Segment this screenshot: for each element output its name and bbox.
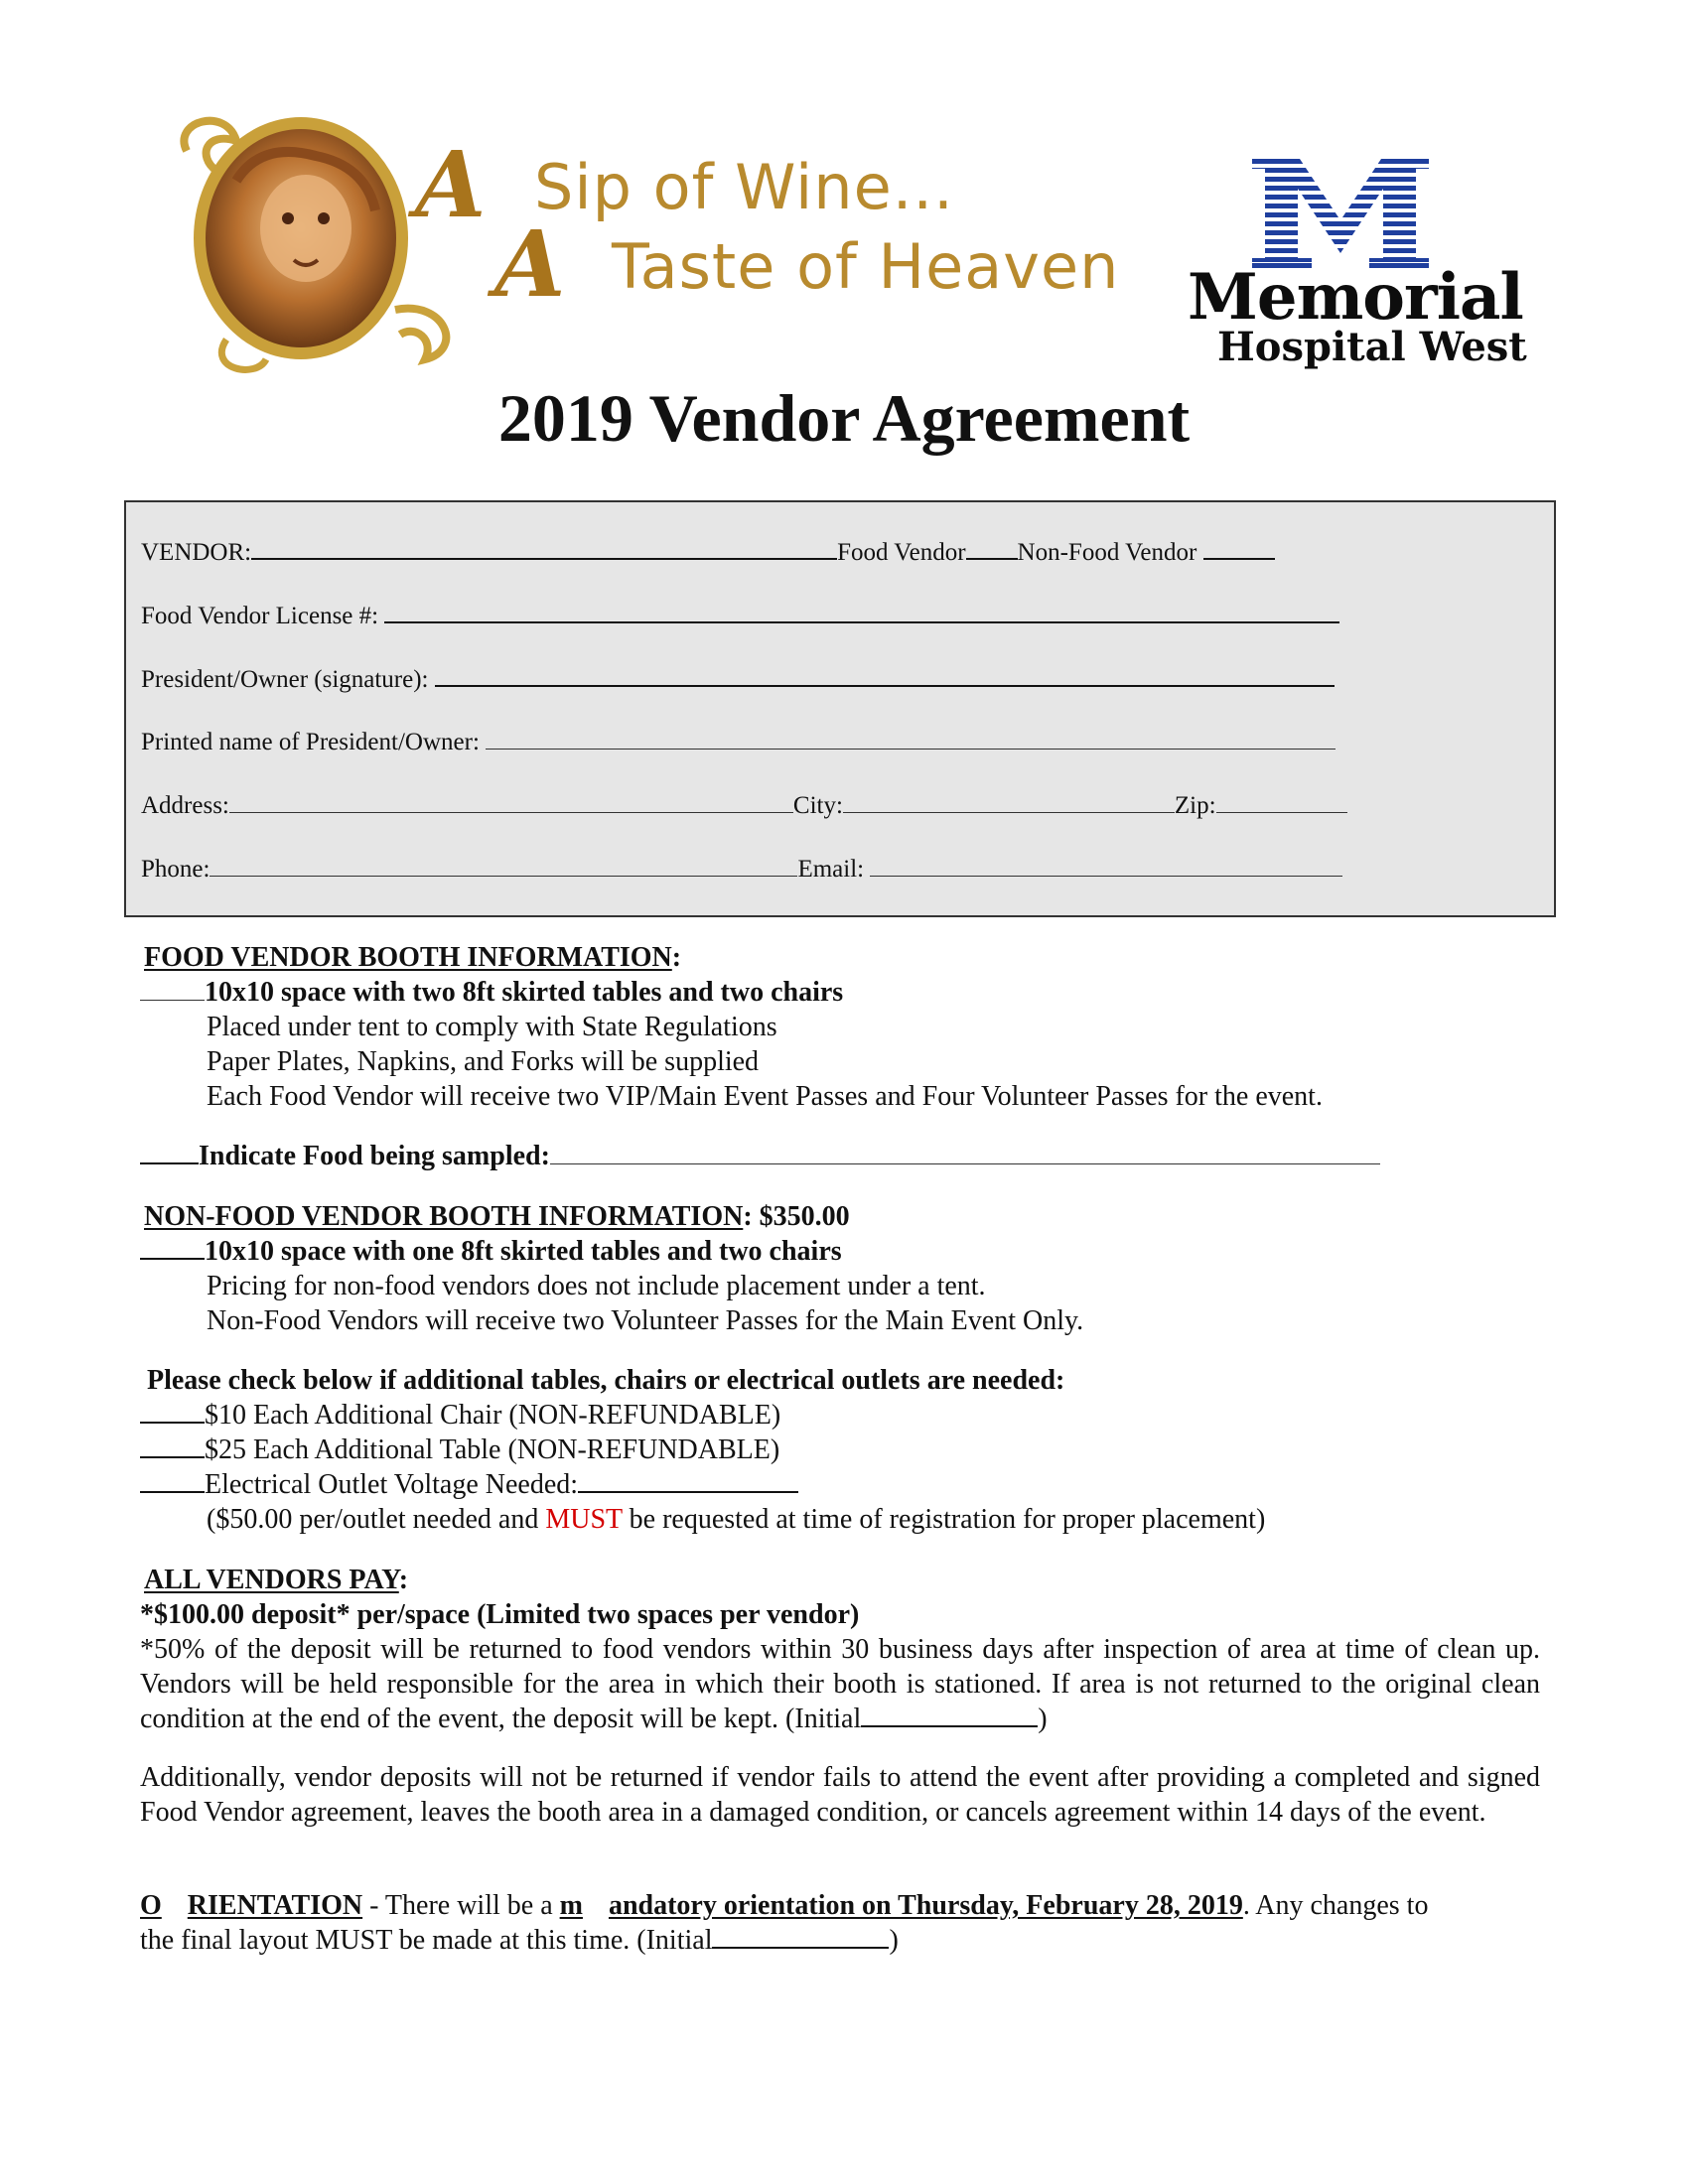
event-logo bbox=[167, 111, 1120, 379]
hospital-subname: Hospital West bbox=[1217, 324, 1527, 370]
hospital-m-icon bbox=[1252, 159, 1429, 268]
license-field[interactable] bbox=[384, 598, 1339, 623]
orientation-line-2: the final layout MUST be made at this time. (Initial ) bbox=[140, 1925, 899, 1956]
outlet-note: ($50.00 per/outlet needed and MUST be requested at time of registration for proper placement) bbox=[207, 1504, 1266, 1535]
hospital-logo bbox=[1188, 159, 1527, 372]
indicate-food-check-field[interactable] bbox=[140, 1141, 199, 1164]
signature-label: President/Owner (signature): bbox=[141, 666, 429, 693]
city-label: City: bbox=[792, 792, 843, 819]
orientation-heading: O bbox=[140, 1890, 162, 1921]
additional-items-heading: Please check below if additional tables, chairs or electrical outlets are needed: bbox=[147, 1365, 1065, 1396]
phone-field[interactable] bbox=[210, 852, 797, 877]
nonfood-booth-detail: Pricing for non-food vendors does not include placement under a tent. bbox=[207, 1271, 986, 1301]
additional-table-row: $25 Each Additional Table (NON-REFUNDABLE) bbox=[140, 1433, 779, 1467]
vendor-name-field[interactable] bbox=[251, 534, 837, 560]
food-booth-detail: Paper Plates, Napkins, and Forks will be supplied bbox=[207, 1046, 760, 1077]
printed-name-label: Printed name of President/Owner: bbox=[141, 729, 480, 755]
food-vendor-check-field[interactable] bbox=[966, 534, 1018, 560]
non-food-vendor-label: Non-Food Vendor bbox=[1017, 539, 1197, 566]
deposit-initial-field[interactable] bbox=[861, 1704, 1038, 1727]
additional-chair-check-field[interactable] bbox=[140, 1400, 205, 1424]
signature-row bbox=[141, 661, 1335, 694]
hospital-name: Memorial bbox=[1188, 260, 1523, 335]
nonfood-booth-option: 10x10 space with one 8ft skirted tables and two chairs bbox=[140, 1234, 842, 1269]
email-field[interactable] bbox=[870, 852, 1342, 877]
zip-label: Zip: bbox=[1174, 792, 1216, 819]
food-booth-detail: Placed under tent to comply with State Regulations bbox=[207, 1012, 777, 1042]
vendor-info-form bbox=[124, 500, 1556, 917]
indicate-food-row: Indicate Food being sampled: bbox=[140, 1139, 1380, 1173]
phone-row bbox=[141, 852, 1342, 884]
printed-name-row bbox=[141, 725, 1336, 756]
tagline-line-1: Sip of Wine... bbox=[534, 151, 954, 223]
all-vendors-heading: ALL VENDORS PAY: bbox=[144, 1565, 409, 1595]
orientation-line: O RIENTATION - There will be a m andatory orientation on Thursday, February 28, 2019. Any changes to bbox=[140, 1890, 1429, 1921]
license-label: Food Vendor License #: bbox=[141, 603, 379, 629]
electrical-outlet-row: Electrical Outlet Voltage Needed: bbox=[140, 1467, 798, 1502]
nonfood-booth-check-field[interactable] bbox=[140, 1236, 205, 1260]
vendor-label: VENDOR: bbox=[141, 539, 252, 566]
address-label: Address: bbox=[141, 792, 229, 819]
non-food-vendor-check-field[interactable] bbox=[1203, 534, 1275, 560]
tagline-script-a-1: A bbox=[415, 131, 487, 238]
printed-name-field[interactable] bbox=[486, 725, 1336, 750]
electrical-outlet-check-field[interactable] bbox=[140, 1469, 205, 1493]
food-vendor-label: Food Vendor bbox=[837, 539, 966, 566]
deposit-forfeit-paragraph: Additionally, vendor deposits will not be returned if vendor fails to attend the event after providing a completed and signed Food Vendor agreement, leaves the booth area in a damaged condition, or cancels agreement within 14 days of the event. bbox=[140, 1762, 1540, 1828]
zip-field[interactable] bbox=[1216, 788, 1347, 813]
phone-label: Phone: bbox=[141, 856, 211, 883]
food-booth-detail: Each Food Vendor will receive two VIP/Main Event Passes and Four Volunteer Passes for the event. bbox=[207, 1081, 1323, 1112]
deposit-return-paragraph: *50% of the deposit will be returned to food vendors within 30 business days after inspection of area at time of clean up. Vendors will be held responsible for the area in which their booth is stationed. If area is not returned to the original clean condition at the end of the event, the deposit will be kept. (Initial ) bbox=[140, 1634, 1540, 1734]
voltage-field[interactable] bbox=[578, 1469, 798, 1493]
additional-chair-row: $10 Each Additional Chair (NON-REFUNDABLE) bbox=[140, 1398, 780, 1433]
orientation-date: andatory orientation on Thursday, February 28, 2019 bbox=[608, 1890, 1243, 1921]
food-booth-option: 10x10 space with two 8ft skirted tables and two chairs bbox=[140, 975, 843, 1010]
license-row bbox=[141, 598, 1339, 630]
email-label: Email: bbox=[797, 856, 865, 883]
nonfood-booth-heading: NON-FOOD VENDOR BOOTH INFORMATION: $350.00 bbox=[144, 1201, 850, 1232]
nonfood-booth-detail: Non-Food Vendors will receive two Volunteer Passes for the Main Event Only. bbox=[207, 1305, 1084, 1336]
page-title: 2019 Vendor Agreement bbox=[497, 380, 1191, 456]
vendor-row bbox=[141, 534, 1275, 567]
address-row bbox=[141, 788, 1347, 820]
tagline-script-a-2: A bbox=[494, 210, 566, 318]
food-booth-heading: FOOD VENDOR BOOTH INFORMATION: bbox=[144, 942, 682, 973]
signature-field[interactable] bbox=[435, 661, 1335, 687]
food-booth-check-field[interactable] bbox=[140, 978, 205, 1001]
address-field[interactable] bbox=[229, 788, 793, 813]
additional-table-check-field[interactable] bbox=[140, 1434, 205, 1458]
deposit-terms: *$100.00 deposit* per/space (Limited two spaces per vendor) bbox=[140, 1599, 860, 1630]
city-field[interactable] bbox=[843, 788, 1175, 813]
food-sampled-field[interactable] bbox=[550, 1142, 1380, 1164]
tagline-line-2: Taste of Heaven bbox=[612, 230, 1120, 303]
orientation-initial-field[interactable] bbox=[712, 1925, 889, 1949]
